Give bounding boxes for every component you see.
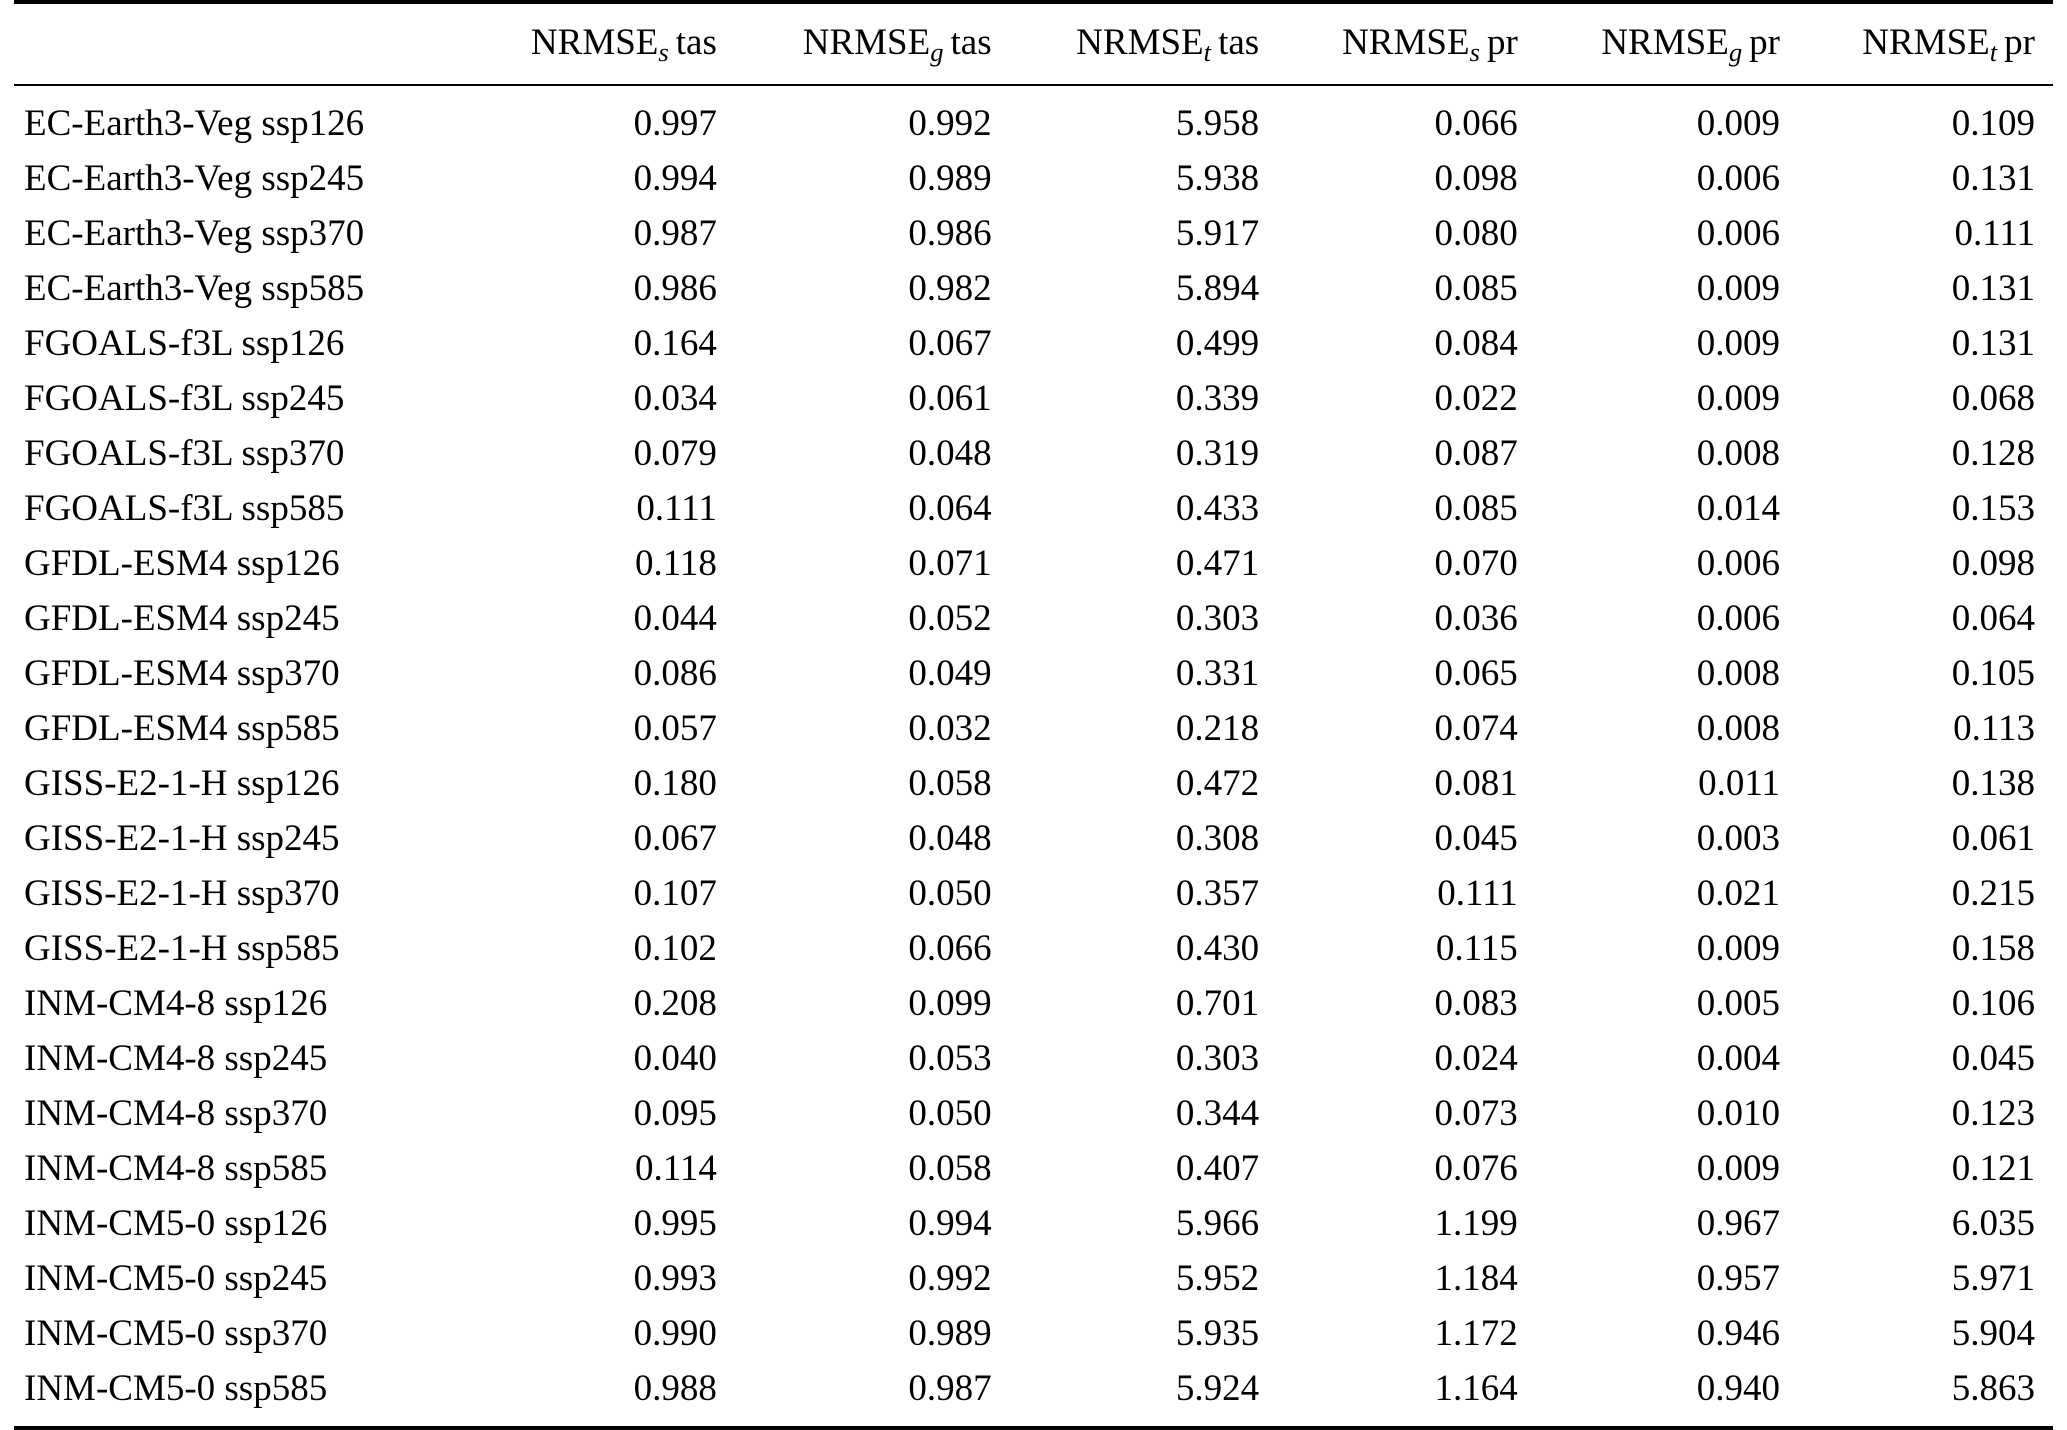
table-row bbox=[14, 1306, 2053, 1361]
cell-value: 0.040 bbox=[633, 1038, 717, 1080]
cell-value: 0.131 bbox=[1951, 158, 2035, 200]
column-header-metric: NRMSE bbox=[1601, 22, 1729, 63]
cell-value: 0.065 bbox=[1434, 653, 1518, 695]
table-row bbox=[14, 756, 2053, 811]
cell-value: 0.044 bbox=[633, 598, 717, 640]
cell-value: 0.086 bbox=[633, 653, 717, 695]
row-label: GISS-E2-1-H ssp126 bbox=[24, 763, 340, 805]
row-label: INM-CM5-0 ssp126 bbox=[24, 1203, 328, 1245]
column-header-variable: pr bbox=[1486, 22, 1518, 63]
cell-value: 0.045 bbox=[1434, 818, 1518, 860]
cell-value: 0.006 bbox=[1696, 158, 1780, 200]
column-header-model-scenario bbox=[14, 10, 464, 85]
cell-value: 0.303 bbox=[1175, 1038, 1260, 1080]
cell-value: 0.987 bbox=[908, 1368, 992, 1410]
cell-value: 0.080 bbox=[1434, 213, 1518, 255]
column-header-variable: pr bbox=[1749, 22, 1780, 63]
cell-value: 0.098 bbox=[1434, 158, 1518, 200]
table-bottom-rule-spacer bbox=[14, 1416, 2053, 1426]
cell-value: 0.128 bbox=[1951, 433, 2035, 475]
table-header bbox=[14, 10, 2053, 85]
row-label: GISS-E2-1-H ssp245 bbox=[24, 818, 340, 860]
row-label: GFDL-ESM4 ssp370 bbox=[24, 653, 340, 695]
cell-value: 0.009 bbox=[1696, 928, 1780, 970]
cell-value: 0.111 bbox=[1954, 213, 2035, 255]
column-header-variable: tas bbox=[1218, 22, 1260, 63]
cell-value: 0.045 bbox=[1951, 1038, 2035, 1080]
cell-value: 1.164 bbox=[1434, 1368, 1518, 1410]
cell-value: 0.064 bbox=[1951, 598, 2035, 640]
cell-value: 0.986 bbox=[908, 213, 992, 255]
table-row bbox=[14, 96, 2053, 151]
cell-value: 0.997 bbox=[633, 103, 717, 145]
cell-value: 0.050 bbox=[908, 1093, 992, 1135]
cell-value: 0.472 bbox=[1175, 763, 1260, 805]
cell-value: 0.218 bbox=[1175, 708, 1260, 750]
row-label: GFDL-ESM4 ssp585 bbox=[24, 708, 340, 750]
cell-value: 0.099 bbox=[908, 983, 992, 1025]
cell-value: 5.935 bbox=[1175, 1313, 1260, 1355]
cell-value: 0.357 bbox=[1175, 873, 1260, 915]
table-row bbox=[14, 866, 2053, 921]
cell-value: 0.158 bbox=[1951, 928, 2035, 970]
cell-value: 0.085 bbox=[1434, 268, 1518, 310]
row-label: FGOALS-f3L ssp245 bbox=[24, 378, 345, 420]
cell-value: 5.917 bbox=[1175, 213, 1260, 255]
cell-value: 0.308 bbox=[1175, 818, 1260, 860]
cell-value: 0.064 bbox=[908, 488, 992, 530]
cell-value: 0.331 bbox=[1175, 653, 1260, 695]
table-row bbox=[14, 1086, 2053, 1141]
cell-value: 0.111 bbox=[636, 488, 717, 530]
column-header-nrmse-t-tas bbox=[1010, 10, 1278, 85]
column-header-metric: NRMSE bbox=[802, 22, 931, 63]
column-header-nrmse-g-pr bbox=[1536, 10, 1798, 85]
cell-value: 6.035 bbox=[1951, 1203, 2035, 1245]
cell-value: 0.006 bbox=[1696, 598, 1780, 640]
column-header-variable: tas bbox=[950, 22, 992, 63]
cell-value: 0.074 bbox=[1434, 708, 1518, 750]
cell-value: 0.989 bbox=[908, 158, 992, 200]
cell-value: 0.073 bbox=[1434, 1093, 1518, 1135]
cell-value: 0.180 bbox=[633, 763, 717, 805]
table-header-row bbox=[14, 10, 2053, 85]
column-header-subscript: t bbox=[1989, 37, 1998, 68]
cell-value: 5.904 bbox=[1951, 1313, 2035, 1355]
cell-value: 0.993 bbox=[633, 1258, 717, 1300]
cell-value: 0.057 bbox=[633, 708, 717, 750]
cell-value: 0.009 bbox=[1696, 323, 1780, 365]
cell-value: 1.172 bbox=[1434, 1313, 1518, 1355]
column-header-metric: NRMSE bbox=[1342, 22, 1470, 63]
cell-value: 0.004 bbox=[1696, 1038, 1780, 1080]
cell-value: 5.952 bbox=[1175, 1258, 1260, 1300]
cell-value: 0.208 bbox=[633, 983, 717, 1025]
cell-value: 0.967 bbox=[1696, 1203, 1780, 1245]
cell-value: 0.087 bbox=[1434, 433, 1518, 475]
table-row bbox=[14, 481, 2053, 536]
table-mid-rule bbox=[14, 85, 2053, 96]
cell-value: 0.107 bbox=[633, 873, 717, 915]
cell-value: 0.058 bbox=[908, 1148, 992, 1190]
row-label: GFDL-ESM4 ssp245 bbox=[24, 598, 340, 640]
cell-value: 0.499 bbox=[1175, 323, 1260, 365]
cell-value: 0.050 bbox=[908, 873, 992, 915]
column-header-nrmse-s-pr bbox=[1277, 10, 1536, 85]
cell-value: 5.971 bbox=[1951, 1258, 2035, 1300]
row-label: FGOALS-f3L ssp370 bbox=[24, 433, 345, 475]
cell-value: 0.085 bbox=[1434, 488, 1518, 530]
cell-value: 0.344 bbox=[1175, 1093, 1260, 1135]
column-header-variable: pr bbox=[2004, 22, 2035, 63]
cell-value: 5.938 bbox=[1175, 158, 1260, 200]
cell-value: 0.034 bbox=[633, 378, 717, 420]
column-header-subscript: s bbox=[1469, 37, 1480, 68]
cell-value: 0.053 bbox=[908, 1038, 992, 1080]
column-header-metric: NRMSE bbox=[530, 22, 659, 63]
cell-value: 0.006 bbox=[1696, 543, 1780, 585]
nrmse-metrics-table bbox=[14, 10, 2053, 1416]
cell-value: 0.095 bbox=[633, 1093, 717, 1135]
cell-value: 5.924 bbox=[1175, 1368, 1260, 1410]
cell-value: 0.105 bbox=[1951, 653, 2035, 695]
cell-value: 0.982 bbox=[908, 268, 992, 310]
cell-value: 0.131 bbox=[1951, 323, 2035, 365]
cell-value: 0.067 bbox=[633, 818, 717, 860]
cell-value: 0.113 bbox=[1953, 708, 2035, 750]
cell-value: 0.021 bbox=[1696, 873, 1780, 915]
table-row bbox=[14, 811, 2053, 866]
cell-value: 0.036 bbox=[1434, 598, 1518, 640]
row-label: INM-CM4-8 ssp126 bbox=[24, 983, 328, 1025]
table-row bbox=[14, 1361, 2053, 1416]
table-row bbox=[14, 371, 2053, 426]
table-bottom-rule bbox=[14, 1426, 2053, 1430]
table-row bbox=[14, 316, 2053, 371]
cell-value: 0.433 bbox=[1175, 488, 1260, 530]
cell-value: 0.940 bbox=[1696, 1368, 1780, 1410]
table-row bbox=[14, 976, 2053, 1031]
cell-value: 0.118 bbox=[635, 543, 717, 585]
cell-value: 0.121 bbox=[1951, 1148, 2035, 1190]
cell-value: 0.115 bbox=[1435, 928, 1518, 970]
row-label: GISS-E2-1-H ssp370 bbox=[24, 873, 340, 915]
table-row bbox=[14, 261, 2053, 316]
cell-value: 0.066 bbox=[908, 928, 992, 970]
cell-value: 0.052 bbox=[908, 598, 992, 640]
column-header-subscript: g bbox=[1728, 37, 1743, 68]
table-row bbox=[14, 701, 2053, 756]
cell-value: 0.098 bbox=[1951, 543, 2035, 585]
table-row bbox=[14, 206, 2053, 261]
cell-value: 0.995 bbox=[633, 1203, 717, 1245]
row-label: GISS-E2-1-H ssp585 bbox=[24, 928, 340, 970]
table-mid-rule-cell bbox=[14, 85, 2053, 96]
table-row bbox=[14, 151, 2053, 206]
cell-value: 0.989 bbox=[908, 1313, 992, 1355]
cell-value: 0.303 bbox=[1175, 598, 1260, 640]
cell-value: 5.863 bbox=[1951, 1368, 2035, 1410]
column-header-nrmse-g-tas bbox=[735, 10, 1010, 85]
cell-value: 0.076 bbox=[1434, 1148, 1518, 1190]
cell-value: 5.958 bbox=[1175, 103, 1260, 145]
table-row bbox=[14, 1031, 2053, 1086]
cell-value: 0.068 bbox=[1951, 378, 2035, 420]
cell-value: 0.009 bbox=[1696, 268, 1780, 310]
row-label: INM-CM4-8 ssp585 bbox=[24, 1148, 328, 1190]
column-header-nrmse-s-tas bbox=[464, 10, 735, 85]
row-label: INM-CM5-0 ssp585 bbox=[24, 1368, 328, 1410]
column-header-metric: NRMSE bbox=[1076, 22, 1204, 63]
cell-value: 0.106 bbox=[1951, 983, 2035, 1025]
row-label: INM-CM4-8 ssp245 bbox=[24, 1038, 328, 1080]
cell-value: 0.114 bbox=[635, 1148, 717, 1190]
row-label: GFDL-ESM4 ssp126 bbox=[24, 543, 340, 585]
cell-value: 0.215 bbox=[1951, 873, 2035, 915]
table-row bbox=[14, 646, 2053, 701]
cell-value: 0.008 bbox=[1696, 433, 1780, 475]
cell-value: 0.066 bbox=[1434, 103, 1518, 145]
cell-value: 5.894 bbox=[1175, 268, 1260, 310]
row-label: FGOALS-f3L ssp585 bbox=[24, 488, 345, 530]
cell-value: 0.701 bbox=[1175, 983, 1260, 1025]
cell-value: 0.070 bbox=[1434, 543, 1518, 585]
row-label: EC-Earth3-Veg ssp126 bbox=[24, 103, 365, 145]
cell-value: 0.164 bbox=[633, 323, 717, 365]
column-header-nrmse-t-pr bbox=[1798, 10, 2053, 85]
row-label: EC-Earth3-Veg ssp585 bbox=[24, 268, 365, 310]
cell-value: 0.111 bbox=[1437, 873, 1518, 915]
cell-value: 0.011 bbox=[1698, 763, 1780, 805]
column-header-subscript: g bbox=[930, 37, 944, 68]
table-row bbox=[14, 426, 2053, 481]
cell-value: 0.009 bbox=[1696, 103, 1780, 145]
cell-value: 0.407 bbox=[1175, 1148, 1260, 1190]
table-row bbox=[14, 536, 2053, 591]
cell-value: 0.024 bbox=[1434, 1038, 1518, 1080]
cell-value: 0.006 bbox=[1696, 213, 1780, 255]
cell-value: 0.008 bbox=[1696, 653, 1780, 695]
table-row bbox=[14, 1141, 2053, 1196]
column-header-subscript: s bbox=[658, 37, 669, 68]
cell-value: 0.067 bbox=[908, 323, 992, 365]
cell-value: 5.966 bbox=[1175, 1203, 1260, 1245]
cell-value: 0.009 bbox=[1696, 378, 1780, 420]
cell-value: 0.946 bbox=[1696, 1313, 1780, 1355]
cell-value: 0.079 bbox=[633, 433, 717, 475]
table-row bbox=[14, 1196, 2053, 1251]
cell-value: 0.986 bbox=[633, 268, 717, 310]
cell-value: 0.048 bbox=[908, 433, 992, 475]
cell-value: 0.471 bbox=[1175, 543, 1260, 585]
cell-value: 1.199 bbox=[1434, 1203, 1518, 1245]
cell-value: 1.184 bbox=[1434, 1258, 1518, 1300]
cell-value: 0.988 bbox=[633, 1368, 717, 1410]
row-label: EC-Earth3-Veg ssp370 bbox=[24, 213, 365, 255]
table-row bbox=[14, 1251, 2053, 1306]
cell-value: 0.990 bbox=[633, 1313, 717, 1355]
row-label: INM-CM5-0 ssp370 bbox=[24, 1313, 328, 1355]
cell-value: 0.003 bbox=[1696, 818, 1780, 860]
cell-value: 0.048 bbox=[908, 818, 992, 860]
table-row bbox=[14, 591, 2053, 646]
cell-value: 0.008 bbox=[1696, 708, 1780, 750]
cell-value: 0.992 bbox=[908, 103, 992, 145]
cell-value: 0.010 bbox=[1696, 1093, 1780, 1135]
table-row bbox=[14, 921, 2053, 976]
cell-value: 0.957 bbox=[1696, 1258, 1780, 1300]
cell-value: 0.138 bbox=[1951, 763, 2035, 805]
cell-value: 0.083 bbox=[1434, 983, 1518, 1025]
cell-value: 0.994 bbox=[908, 1203, 992, 1245]
cell-value: 0.049 bbox=[908, 653, 992, 695]
cell-value: 0.022 bbox=[1434, 378, 1518, 420]
cell-value: 0.081 bbox=[1434, 763, 1518, 805]
table-body bbox=[14, 85, 2053, 1416]
cell-value: 0.153 bbox=[1951, 488, 2035, 530]
cell-value: 0.061 bbox=[1951, 818, 2035, 860]
cell-value: 0.058 bbox=[908, 763, 992, 805]
cell-value: 0.131 bbox=[1951, 268, 2035, 310]
column-header-subscript: t bbox=[1203, 37, 1212, 68]
cell-value: 0.032 bbox=[908, 708, 992, 750]
cell-value: 0.992 bbox=[908, 1258, 992, 1300]
cell-value: 0.061 bbox=[908, 378, 992, 420]
cell-value: 0.084 bbox=[1434, 323, 1518, 365]
row-label: INM-CM5-0 ssp245 bbox=[24, 1258, 328, 1300]
cell-value: 0.071 bbox=[908, 543, 992, 585]
cell-value: 0.123 bbox=[1951, 1093, 2035, 1135]
row-label: INM-CM4-8 ssp370 bbox=[24, 1093, 328, 1135]
column-header-metric: NRMSE bbox=[1862, 22, 1990, 63]
cell-value: 0.430 bbox=[1175, 928, 1260, 970]
cell-value: 0.339 bbox=[1175, 378, 1260, 420]
cell-value: 0.014 bbox=[1696, 488, 1780, 530]
cell-value: 0.009 bbox=[1696, 1148, 1780, 1190]
cell-value: 0.005 bbox=[1696, 983, 1780, 1025]
cell-value: 0.987 bbox=[633, 213, 717, 255]
column-header-variable: tas bbox=[675, 22, 717, 63]
cell-value: 0.109 bbox=[1951, 103, 2035, 145]
cell-value: 0.319 bbox=[1175, 433, 1260, 475]
cell-value: 0.994 bbox=[633, 158, 717, 200]
row-label: EC-Earth3-Veg ssp245 bbox=[24, 158, 365, 200]
cell-value: 0.102 bbox=[633, 928, 717, 970]
row-label: FGOALS-f3L ssp126 bbox=[24, 323, 345, 365]
